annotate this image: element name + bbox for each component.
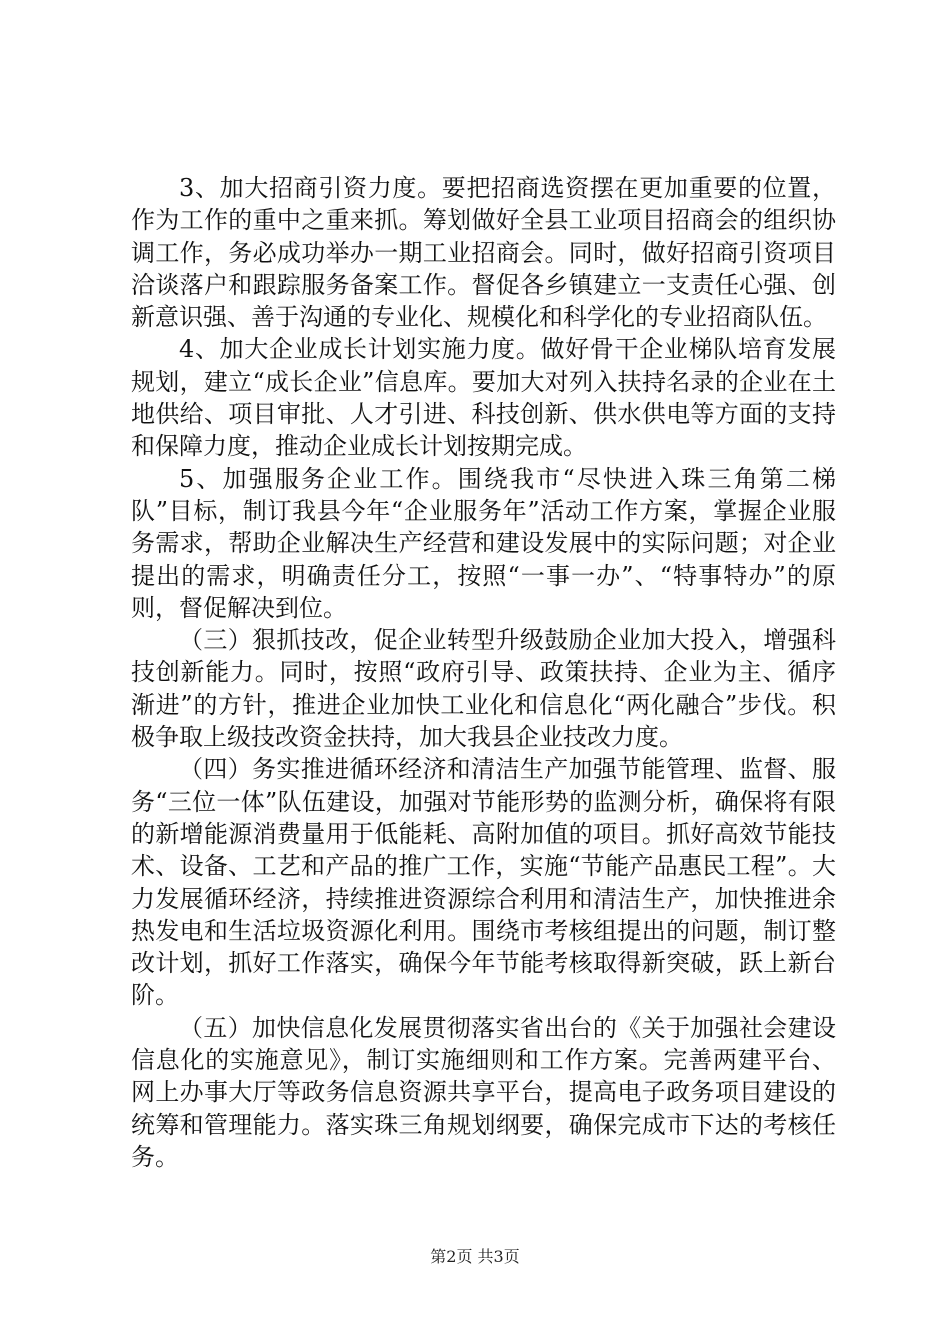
paragraph-section-4: （四）务实推进循环经济和清洁生产加强节能管理、监督、服务“三位一体”队伍建设，加强对节能形势的监测分析，确保将有限的新增能源消费量用于低能耗、高附加值的项目。抓好高效节能技术、设备、工艺和产品的推广工作，实施“节能产品惠民工程”。大力发展循环经济，持续推进资源综合利用和清洁生产，加快推进余热发电和生活垃圾资源化利用。围绕市考核组提出的问题，制订整改计划，抓好工作落实，确保今年节能考核取得新突破，跃上新台阶。: [131, 755, 836, 1010]
paragraph-section-3: （三）狠抓技改，促企业转型升级鼓励企业加大投入，增强科技创新能力。同时，按照“政府引导、政策扶持、企业为主、循序渐进”的方针，推进企业加快工业化和信息化“两化融合”步伐。积极争取上级技改资金扶持，加大我县企业技改力度。: [131, 626, 836, 752]
paragraph-item-3: 3、加大招商引资力度。要把招商选资摆在更加重要的位置，作为工作的重中之重来抓。筹划做好全县工业项目招商会的组织协调工作，务必成功举办一期工业招商会。同时，做好招商引资项目洽谈落户和跟踪服务备案工作。督促各乡镇建立一支责任心强、创新意识强、善于沟通的专业化、规模化和科学化的专业招商队伍。: [131, 174, 836, 332]
page-number-footer: 第2页 共3页: [430, 1247, 520, 1266]
paragraph-item-5: 5、加强服务企业工作。围绕我市“尽快进入珠三角第二梯队”目标，制订我县今年“企业服务年”活动工作方案，掌握企业服务需求，帮助企业解决生产经营和建设发展中的实际问题；对企业提出的需求，明确责任分工，按照“一事一办”、“特事特办”的原则，督促解决到位。: [131, 464, 836, 622]
paragraph-section-5: （五）加快信息化发展贯彻落实省出台的《关于加强社会建设信息化的实施意见》，制订实施细则和工作方案。完善两建平台、网上办事大厅等政务信息资源共享平台，提高电子政务项目建设的统筹和管理能力。落实珠三角规划纲要，确保完成市下达的考核任务。: [131, 1013, 836, 1171]
document-body: [131, 172, 836, 1173]
paragraph-item-4: 4、加大企业成长计划实施力度。做好骨干企业梯队培育发展规划，建立“成长企业”信息库。要加大对列入扶持名录的企业在土地供给、项目审批、人才引进、科技创新、供水供电等方面的支持和保障力度，推动企业成长计划按期完成。: [131, 335, 836, 461]
